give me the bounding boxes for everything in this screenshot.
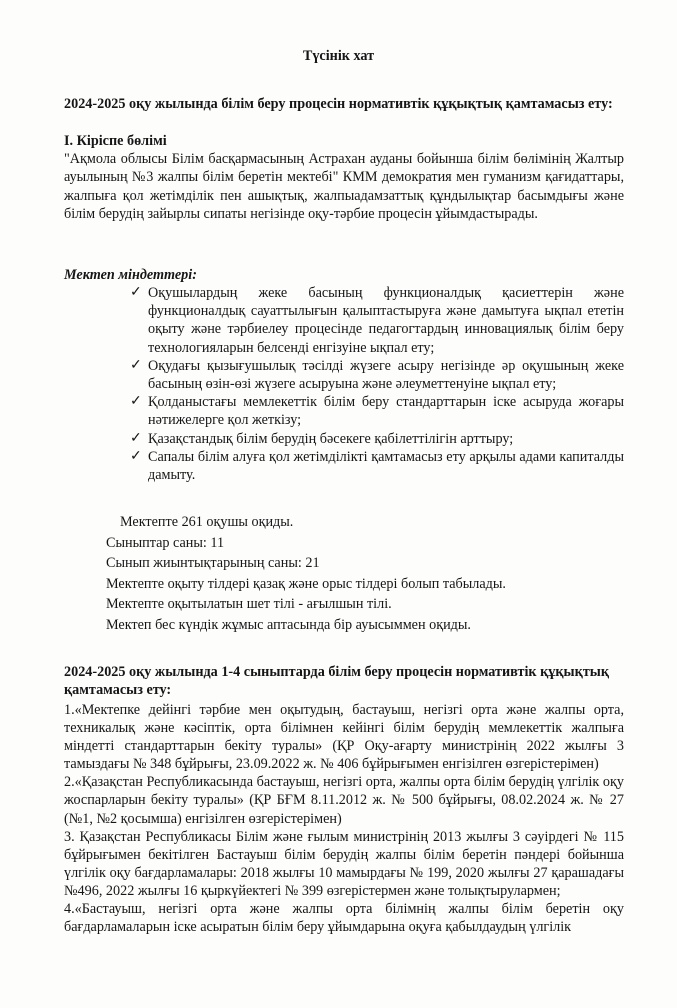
primary-heading: 2024-2025 оқу жылында 1-4 сыныптарда білім беру процесін нормативтік құқықтық қамтамасыз ету:	[64, 664, 610, 699]
intro-heading: І. Кіріспе бөлімі	[64, 133, 167, 149]
task-text: Оқудағы қызығушылық тәсілді жүзеге асыру негізінде әр оқушының жеке басының өзін-өзі жүзеге асыруына және әлеуметтенуіне ықпал ету;	[148, 357, 624, 393]
section-heading: 2024-2025 оқу жылында білім беру процесін нормативтік құқықтық қамтамасыз ету:	[64, 96, 613, 112]
task-text: Қазақстандық білім берудің бәсекеге қабілеттілігін арттыру;	[148, 430, 514, 447]
task-text: Оқушылардың жеке басының функционалдық қасиеттерін және функционалдық сауаттылығын қалыптастыруға және дамытуға ықпал ететін оқыту және тәрбиелеу процесінде педагогтардың инновациялық білім беру технологияларын белсенді енгізуіне ықпал ету;	[148, 285, 624, 356]
tasks-heading: Мектеп міндеттері:	[64, 267, 197, 283]
stat-class-sets: Сынып жиынтықтарының саны: 21	[106, 555, 320, 572]
regulations-list	[64, 701, 624, 936]
stat-students: Мектепте 261 оқушы оқиды.	[120, 514, 294, 530]
checkmark-icon: ✓	[130, 357, 142, 373]
checkmark-icon: ✓	[130, 430, 142, 446]
stat-classes: Сыныптар саны: 11	[106, 534, 225, 551]
tasks-list	[130, 284, 624, 484]
checkmark-icon: ✓	[130, 394, 142, 410]
checkmark-icon: ✓	[130, 448, 142, 464]
task-item	[130, 284, 624, 357]
school-stats	[106, 512, 626, 636]
regulation-item: 1.«Мектепке дейінгі тәрбие мен оқытудың, бастауыш, негізгі орта және жалпы орта, техникалық және кәсіптік, орта білімнен кейінгі білім берудің мемлекеттік жалпыға міндетті стандарттарын бекіту туралы» (ҚР Оқу-ағарту министрінің 2022 жылғы 3 тамыздағы № 348 бұйрығы, 23.09.2022 ж. № 406 бұйрығымен енгізілген өзгерістерімен)	[64, 702, 624, 773]
regulation-item: 2.«Қазақстан Республикасында бастауыш, негізгі орта, жалпы орта білім берудің үлгілік оқу жоспарларын бекіту туралы» (ҚР БҒМ 8.11.2012 ж. № 500 бұйрығы, 08.02.2024 ж. № 27 (№1, №2 қосымша) енгізілген өзгерістерімен)	[64, 774, 624, 827]
stat-languages: Мектепте оқыту тілдері қазақ және орыс тілдері болып табылады.	[106, 575, 506, 592]
stat-foreign-language: Мектепте оқытылатын шет тілі - ағылшын тілі.	[106, 596, 392, 613]
task-text: Қолданыстағы мемлекеттік білім беру стандарттарын іске асыруда жоғары нәтижелерге қол жеткізу;	[148, 394, 624, 429]
task-item	[130, 430, 624, 448]
tasks-list-container	[130, 284, 624, 484]
task-text: Сапалы білім алуға қол жетімділікті қамтамасыз ету арқылы адами капиталды дамыту.	[148, 448, 624, 484]
task-item	[130, 357, 624, 393]
intro-section	[64, 132, 624, 223]
regulation-item: 3. Қазақстан Республикасы Білім және ғылым министрінің 2013 жылғы 3 сәуірдегі № 115 бұйрығымен бекітілген Бастауыш білім берудің жалпы білім беретін пәндері бойынша үлгілік оқу бағдарламалары: 2018 жылғы 10 мамырдағы № 199, 2020 жылғы 27 қарашадағы №496, 2022 жылғы 16 қыркүйектегі № 399 өзгерістермен және толықтырулармен;	[64, 828, 624, 899]
document-title: Түсінік хат	[302, 48, 375, 64]
regulation-item: 4.«Бастауыш, негізгі орта және жалпы орта білімнің жалпы білім беретін оқу бағдарламаларын іске асыратын білім беру ұйымдарына оқуға қабылдаудың үлгілік	[64, 901, 624, 936]
intro-paragraph: "Ақмола облысы Білім басқармасының Астрахан ауданы бойынша білім бөлімінің Жалтыр ауылының №3 жалпы білім беретін мектебі" КММ демократия мен гуманизм қағидаттары, жалпыға қол жетімділік пен ашықтық, жалпыадамзаттық құндылықтар басымдығы және білім берудің зайырлы сипаты негізінде оқу-тәрбие процесін ұйымдастырады.	[64, 151, 624, 222]
task-item	[130, 448, 624, 484]
checkmark-icon: ✓	[130, 285, 142, 300]
stat-schedule: Мектеп бес күндік жұмыс аптасында бір ауысыммен оқиды.	[106, 616, 471, 633]
task-item	[130, 393, 624, 429]
